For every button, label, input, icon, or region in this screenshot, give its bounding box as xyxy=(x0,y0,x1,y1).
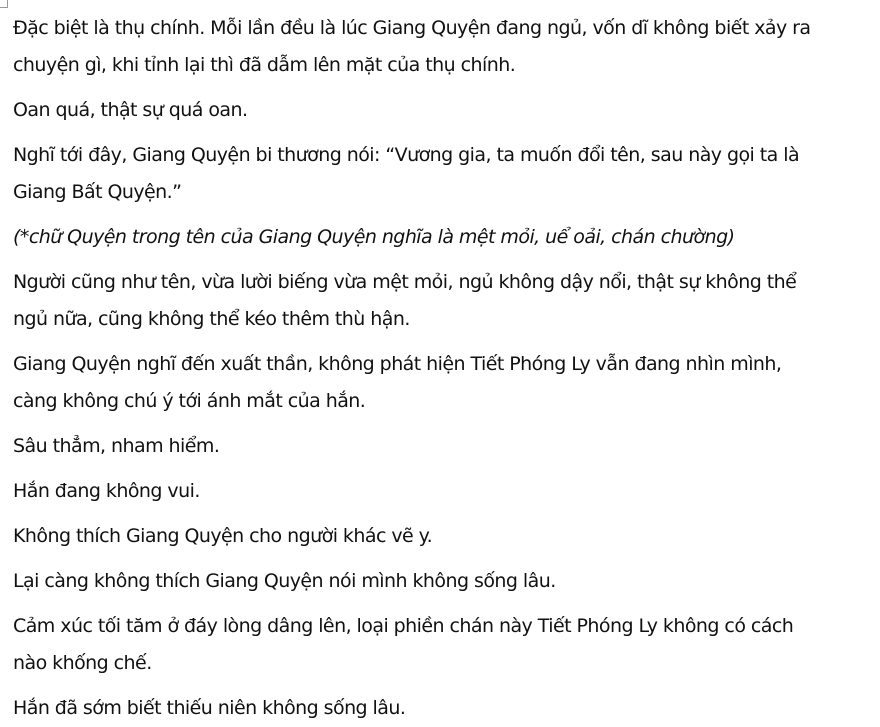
paragraph-line: Nghĩ tới đây, Giang Quyện bi thương nói: “Vương gia, ta muốn đổi tên, sau này gọi ta là xyxy=(13,144,800,166)
paragraph-10 xyxy=(13,563,880,600)
paragraph-line: Lại càng không thích Giang Quyện nói mình không sống lâu. xyxy=(13,570,556,592)
paragraph-line: Giang Quyện nghĩ đến xuất thần, không phát hiện Tiết Phóng Ly vẫn đang nhìn mình, xyxy=(13,353,782,375)
paragraph-line: Đặc biệt là thụ chính. Mỗi lần đều là lúc Giang Quyện đang ngủ, vốn dĩ không biết xảy ra xyxy=(13,17,811,39)
paragraph-1 xyxy=(13,10,880,84)
paragraph-line: nào khống chế. xyxy=(13,652,152,674)
paragraph-line: Cảm xúc tối tăm ở đáy lòng dâng lên, loại phiền chán này Tiết Phóng Ly không có cách xyxy=(13,615,794,637)
paragraph-line: Hắn đang không vui. xyxy=(13,480,200,502)
text-boundary-corner-mark xyxy=(0,0,8,8)
paragraph-9 xyxy=(13,518,880,555)
paragraph-5 xyxy=(13,264,880,338)
paragraph-12 xyxy=(13,690,880,727)
paragraph-7 xyxy=(13,428,880,465)
paragraph-line: Giang Bất Quyện.” xyxy=(13,181,182,203)
paragraph-line: Oan quá, thật sự quá oan. xyxy=(13,99,248,121)
paragraph-8 xyxy=(13,473,880,510)
paragraph-line: Không thích Giang Quyện cho người khác vẽ y. xyxy=(13,525,433,547)
translator-note xyxy=(13,219,880,256)
paragraph-line: càng không chú ý tới ánh mắt của hắn. xyxy=(13,390,366,412)
paragraph-line: (*chữ Quyện trong tên của Giang Quyện nghĩa là mệt mỏi, uể oải, chán chường) xyxy=(13,226,735,248)
paragraph-3 xyxy=(13,137,880,211)
paragraph-line: chuyện gì, khi tỉnh lại thì đã dẫm lên mặt của thụ chính. xyxy=(13,54,516,76)
paragraph-6 xyxy=(13,346,880,420)
paragraph-2 xyxy=(13,92,880,129)
paragraph-line: Hắn đã sớm biết thiếu niên không sống lâu. xyxy=(13,697,406,719)
paragraph-line: Người cũng như tên, vừa lười biếng vừa mệt mỏi, ngủ không dậy nổi, thật sự không thể xyxy=(13,271,797,293)
paragraph-line: Sâu thẳm, nham hiểm. xyxy=(13,435,220,457)
paragraph-11 xyxy=(13,608,880,682)
paragraph-line: ngủ nữa, cũng không thể kéo thêm thù hận. xyxy=(13,308,410,330)
